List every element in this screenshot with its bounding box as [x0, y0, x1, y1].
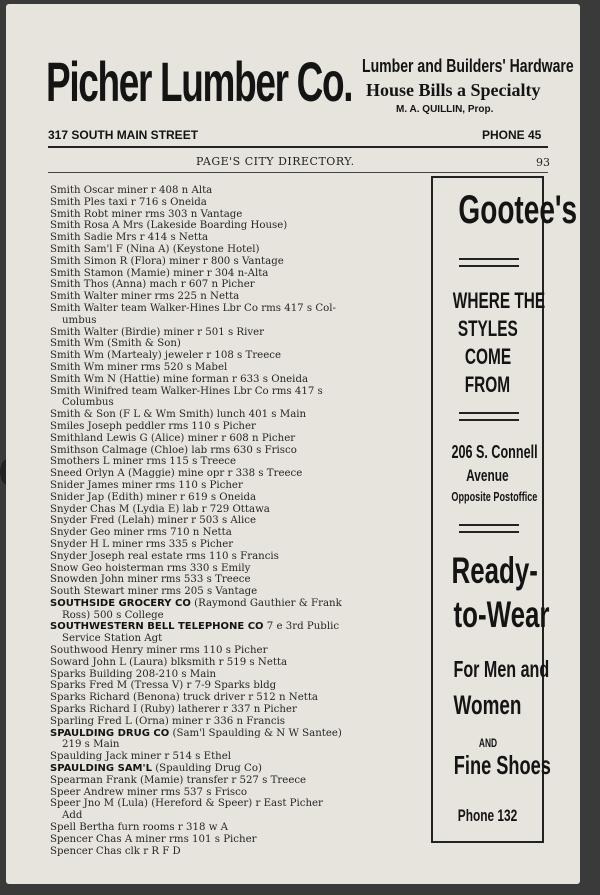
- listing-continuation: 219 s Main: [62, 739, 120, 751]
- listing-entry: Smith Walter miner rms 225 n Netta: [50, 291, 240, 303]
- listing-entry: Speer Jno M (Lula) (Hereford & Speer) r East Picher: [50, 798, 323, 810]
- listing-entry: Smith Walter team Walker-Hines Lbr Co rms 417 s Col-: [50, 302, 336, 314]
- listing-entry: Spell Bertha furn rooms r 318 w A: [50, 822, 229, 834]
- ad-location: Opposite Postoffice: [451, 489, 538, 504]
- ad-and: AND: [478, 736, 497, 750]
- ad-phone: Phone 132: [457, 806, 518, 825]
- ad-women: Women: [453, 690, 522, 720]
- listing-entry: Spaulding Jack miner r 514 s Ethel: [50, 751, 232, 763]
- ad-divider: [459, 412, 519, 421]
- listing-entry: Sparks Fred M (Tressa V) r 7-9 Sparks bldg: [50, 680, 277, 692]
- listing-entry: Spencer Chas clk r R F D: [50, 845, 181, 857]
- ad-tagline-2: STYLES: [457, 316, 518, 341]
- listing-entry: Snowden John miner rms 533 s Treece: [50, 574, 251, 586]
- header-line-house-bills: House Bills a Specialty: [366, 80, 541, 100]
- running-head-rule: [48, 172, 548, 173]
- listing-entry: Smith Wm miner rms 520 s Mabel: [50, 361, 228, 373]
- header-phone: PHONE 45: [482, 128, 542, 142]
- listing-entry: Smith Stamon (Mamie) miner r 304 n-Alta: [50, 267, 269, 279]
- ad-fine-shoes: Fine Shoes: [453, 750, 551, 780]
- listing-entry: Sneed Orlyn A (Maggie) mine opr r 338 s Treece: [50, 468, 303, 480]
- ad-tagline-3: COME: [464, 344, 511, 369]
- header-rule: [48, 146, 548, 148]
- listing-entry: Snyder H L miner rms 335 s Picher: [50, 538, 234, 550]
- ad-divider: [459, 258, 519, 267]
- header-address: 317 SOUTH MAIN STREET: [48, 128, 199, 142]
- ad-divider: [459, 524, 519, 533]
- header-proprietor: M. A. QUILLIN, Prop.: [396, 104, 494, 115]
- listing-entry: Smith Oscar miner r 408 n Alta: [50, 185, 213, 196]
- ad-for-men: For Men and: [453, 656, 550, 682]
- listing-continuation: Add: [62, 810, 83, 822]
- listing-entry: Sparks Richard I (Ruby) latherer r 337 n Picher: [50, 704, 297, 716]
- listing-entry: SOUTHWESTERN BELL TELEPHONE CO 7 e 3rd Public: [50, 621, 340, 633]
- listing-continuation: Columbus: [62, 397, 114, 409]
- header-line-lumber: Lumber and Builders' Hardware: [362, 56, 574, 76]
- listing-continuation: Service Station Agt: [62, 633, 163, 645]
- listing-entry: Smith Simon R (Flora) miner r 800 s Vantage: [50, 255, 284, 267]
- listing-entry: Snyder Joseph real estate rms 110 s Francis: [50, 550, 279, 562]
- listing-entry: Soward John L (Laura) blksmith r 519 s Netta: [50, 656, 288, 668]
- listing-entry: Smithland Lewis G (Alice) miner r 608 n Picher: [50, 432, 296, 444]
- listing-continuation: Ross) 500 s College: [62, 609, 164, 621]
- listing-entry: Snyder Geo miner rms 710 n Netta: [50, 527, 232, 539]
- ad-address: 206 S. Connell: [451, 442, 538, 462]
- listing-entry: South Stewart miner rms 205 s Vantage: [50, 586, 258, 598]
- listing-entry: Sparks Building 208-210 s Main: [50, 668, 217, 680]
- listing-entry: SPAULDING SAM'L (Spaulding Drug Co): [50, 763, 262, 775]
- listing-entry: Southwood Henry miner rms 110 s Picher: [50, 645, 268, 657]
- listing-continuation: umbus: [62, 314, 97, 326]
- listing-entry: Smith Ples taxi r 716 s Oneida: [50, 196, 207, 208]
- listing-entry: SOUTHSIDE GROCERY CO (Raymond Gauthier & Frank: [50, 597, 342, 609]
- listing-entry: Smith Walter (Birdie) miner r 501 s River: [50, 326, 265, 338]
- ad-headline-to-wear: to-Wear: [453, 594, 550, 635]
- listing-entry: Smith Wm (Smith & Son): [50, 338, 181, 350]
- page-number: 93: [536, 156, 550, 169]
- listing-entry: Smith Rosa A Mrs (Lakeside Boarding House): [50, 220, 288, 232]
- listing-entry: Smith Robt miner rms 303 n Vantage: [50, 208, 243, 220]
- listing-entry: Smith Thos (Anna) mach r 607 n Picher: [50, 279, 255, 291]
- ad-brand: Gootee's: [458, 188, 578, 232]
- listing-entry: Smith Wm N (Hattie) mine forman r 633 s Oneida: [50, 373, 309, 385]
- listing-entry: Snow Geo hoisterman rms 330 s Emily: [50, 562, 251, 574]
- listing-entry: Snyder Fred (Lelah) miner r 503 s Alice: [50, 515, 257, 527]
- listing-entry: Smith Sadie Mrs r 414 s Netta: [50, 232, 209, 244]
- listing-entry: Sparling Fred L (Orna) miner r 336 n Francis: [50, 715, 286, 727]
- listing-entry: Snider James miner rms 110 s Picher: [50, 479, 243, 491]
- listing-entry: Smith Winifred team Walker-Hines Lbr Co rms 417 s: [50, 385, 323, 397]
- running-head: PAGE'S CITY DIRECTORY.: [196, 155, 355, 168]
- listing-entry: Smiles Joseph peddler rms 110 s Picher: [50, 420, 256, 432]
- listing-entry: Speer Andrew miner rms 537 s Frisco: [50, 786, 247, 798]
- gootees-advertisement: [431, 176, 578, 843]
- ad-tagline-4: FROM: [464, 372, 511, 397]
- listing-entry: Smothers L miner rms 115 s Treece: [50, 456, 237, 468]
- ad-tagline-1: WHERE THE: [452, 288, 546, 313]
- listing-entry: Smithson Calmage (Chloe) lab rms 630 s Frisco: [50, 444, 297, 456]
- listing-entry: Sparks Richard (Benona) truck driver r 512 n Netta: [50, 692, 318, 704]
- directory-listing: [50, 185, 430, 857]
- listing-entry: Smith Wm (Martealy) jeweler r 108 s Treece: [50, 350, 281, 362]
- company-name: Picher Lumber Co.: [46, 50, 353, 113]
- listing-entry: Spencer Chas A miner rms 101 s Picher: [50, 833, 257, 845]
- listing-entry: SPAULDING DRUG CO (Sam'l Spaulding & N W Santee): [50, 727, 342, 739]
- listing-entry: Snider Jap (Edith) miner r 619 s Oneida: [50, 491, 257, 503]
- listing-entry: Spearman Frank (Mamie) transfer r 527 s Treece: [50, 774, 307, 786]
- listing-entry: Smith Sam'l F (Nina A) (Keystone Hotel): [50, 243, 260, 255]
- listing-entry: Snyder Chas M (Lydia E) lab r 729 Ottawa: [50, 503, 270, 515]
- directory-page: [6, 4, 580, 884]
- ad-headline-ready: Ready-: [451, 550, 538, 591]
- ad-avenue: Avenue: [466, 466, 509, 485]
- listing-entry: Smith & Son (F L & Wm Smith) lunch 401 s Main: [50, 409, 307, 421]
